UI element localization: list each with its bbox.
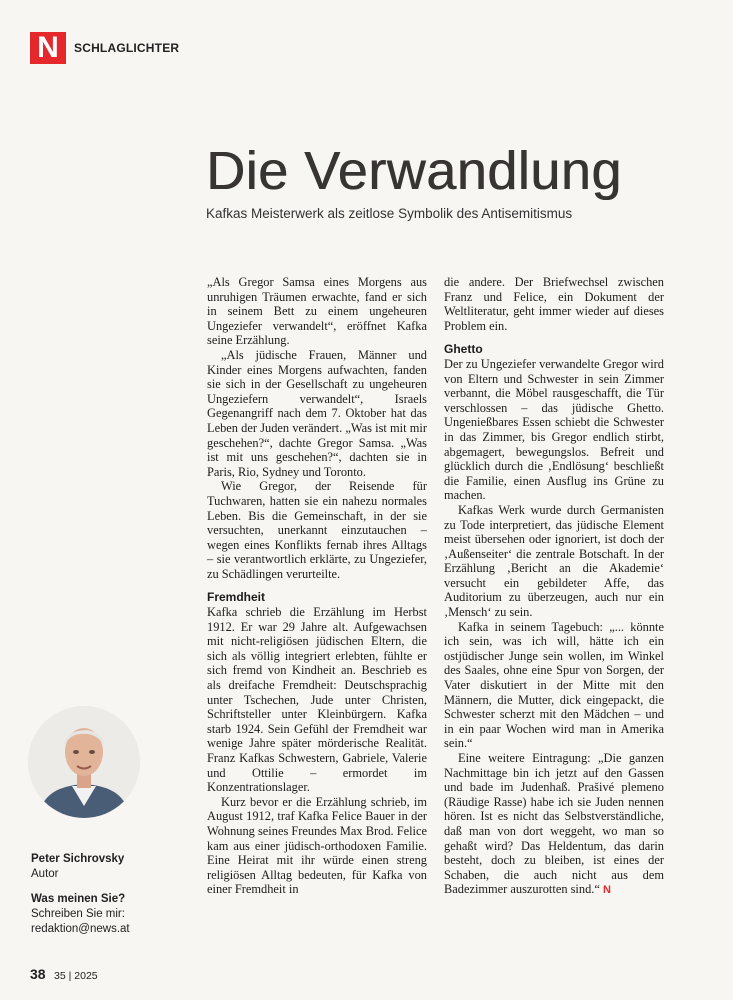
paragraph: Wie Gregor, der Reisende für Tuchwaren, hatten sie ein nahezu normales Leben. Bis die Gemeinschaft, in der sie versuchten, unerkannt einzutauchen – wegen eines Konflikts fernab ihres Alltags – sie verantwortlich erklärte, zu Ungeziefer, zu Schädlingen verurteilte. bbox=[207, 479, 427, 581]
paragraph: Kafka schrieb die Erzählung im Herbst 1912. Er war 29 Jahre alt. Aufgewachsen mit nicht-religiösen jüdischen Eltern, die sich als völlig integriert erlebten, fühlte er sich fremd von Kindheit an. Beschrieb es als dreifache Fremdheit: Deutschsprachig unter Tschechen, Jude unter Christen, Schriftsteller unter Kleinbürgern. Kafka starb 1924. Sein Gefühl der Fremdheit war wenige Jahre später mörderische Realität. Franz Kafkas Schwestern, Gabriele, Valerie und Ottilie – ermordet im Konzentrationslager. bbox=[207, 605, 427, 795]
news-logo: N bbox=[30, 32, 66, 64]
section-heading-ghetto: Ghetto bbox=[444, 342, 483, 357]
author-portrait-icon bbox=[28, 706, 140, 818]
paragraph: „Als Gregor Samsa eines Morgens aus unruhigen Träumen erwachte, fand er sich in seinem Bett zu einem ungeheuren Ungeziefer verwandelt“, eröffnet Kafka seine Erzählung. bbox=[207, 275, 427, 348]
author-role: Autor bbox=[31, 868, 59, 880]
article-subtitle: Kafkas Meisterwerk als zeitlose Symbolik des Antisemitismus bbox=[206, 206, 573, 221]
paragraph: „Als jüdische Frauen, Männer und Kinder eines Morgens aufwachten, fanden sie sich in der Gesellschaft zu ungeheuren Ungeziefern verwandelt“, Israels Gegenangriff nach dem 7. Oktober hat das Leben der Juden verändert. „Was ist mit mir geschehen?“, dachte Gregor Samsa. „Was ist mit uns geschehen?“, dachten sie in Paris, Rio, Sydney und Toronto. bbox=[207, 347, 427, 479]
end-mark-icon: N bbox=[602, 884, 611, 897]
paragraph: Kafkas Werk wurde durch Germanisten zu Tode interpretiert, das jüdische Element meist übersehen oder ignoriert, ist doch der ‚Außenseiter‘ die zentrale Botschaft. In der Erzählung ‚Bericht an die Akademie‘ versucht ein gebildeter Affe, das Auditorium zu überzeugen, auch nur ein ‚Mensch‘ zu sein. bbox=[444, 502, 664, 620]
author-photo bbox=[28, 706, 140, 818]
article-title: Die Verwandlung bbox=[206, 141, 622, 201]
paragraph: Der zu Ungeziefer verwandelte Gregor wird von Eltern und Schwester in sein Zimmer verbannt, die Möbel rausgeschafft, die Tür verschlossen – das jüdische Ghetto. Ungenießbares Essen schiebt die Schwester in das Zimmer, bis Gregor endlich stirbt, abgemagert, bewegungslos. Befreit und glücklich durch die ‚Endlösung‘ beschließt die Familie, einen Ausflug ins Grüne zu machen. bbox=[444, 356, 664, 503]
page-number: 38 bbox=[30, 966, 46, 982]
footer bbox=[30, 966, 98, 984]
author-cta: Schreiben Sie mir: bbox=[31, 908, 125, 920]
author-box bbox=[31, 852, 130, 937]
paragraph: Kafka in seinem Tagebuch: „... könnte ich sein, was ich will, hätte ich ein ostjüdischer Junge sein wollen, im Winkel des Saales, ohne eine Spur von Sorgen, der Vater diskutiert in der Mitte mit den Männern, die Mutter, dick eingepackt, die Schwester scherzt mit den Mädchen – und in ein paar Wochen wird man in Amerika sein.“ bbox=[444, 619, 664, 751]
paragraph: Kurz bevor er die Erzählung schrieb, im August 1912, traf Kafka Felice Bauer in der Wohnung seines Freundes Max Brod. Felice kam aus einer jüdisch-orthodoxen Familie. Eine Heirat mit ihr würde einen streng religiösen Alltag bedeuten, für Kafka von einer Fremdheit in bbox=[207, 794, 427, 897]
paragraph: die andere. Der Briefwechsel zwischen Franz und Felice, ein Dokument der Weltliteratur, geht immer wieder auf dieses Problem ein. bbox=[444, 275, 664, 333]
issue-number: 35 | 2025 bbox=[54, 970, 98, 982]
author-question: Was meinen Sie? bbox=[31, 893, 126, 905]
header bbox=[30, 32, 179, 64]
article-column-2 bbox=[444, 275, 664, 898]
paragraph bbox=[444, 751, 664, 898]
section-heading-fremdheit: Fremdheit bbox=[207, 590, 266, 605]
author-email[interactable]: redaktion@news.at bbox=[31, 923, 130, 935]
article-column-1 bbox=[207, 275, 427, 897]
author-name: Peter Sichrovsky bbox=[31, 853, 125, 865]
paragraph-text: Eine weitere Eintragung: „Die ganzen Nachmittage bin ich jetzt auf den Gassen und bade im Judenhaß. Prašivé plemeno (Räudige Rasse) habe ich sie Juden nennen hören. Ist es nicht das Selbstverständliche, daß man von dort weggeht, wo man so gehaßt wird? Das Heldentum, das darin besteht, doch zu bleiben, ist eines der Schaben, die auch nicht aus dem Badezimmer auszurotten sind.“ bbox=[444, 751, 664, 897]
section-label: SCHLAGLICHTER bbox=[74, 41, 180, 55]
